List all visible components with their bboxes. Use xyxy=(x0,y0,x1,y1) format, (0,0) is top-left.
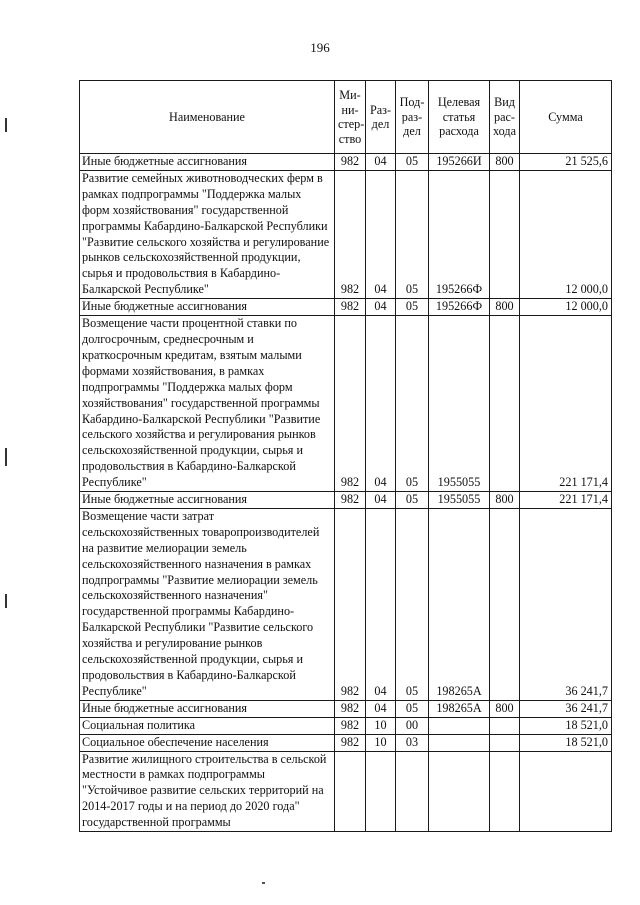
left-margin-mark xyxy=(5,448,7,466)
cell-name: Иные бюджетные ассигнования xyxy=(80,154,335,171)
cell-subsection: 03 xyxy=(396,734,429,751)
cell-section: 10 xyxy=(366,717,396,734)
cell-target-article: 195266И xyxy=(429,154,490,171)
cell-target-article: 1955055 xyxy=(429,316,490,492)
table-row xyxy=(80,717,612,734)
header-subsection: Под- раз- дел xyxy=(396,81,429,154)
table-row xyxy=(80,492,612,509)
cell-name: Развитие семейных животноводческих ферм в рамках подпрограммы "Поддержка малых форм хозяйствования" государственной программы Кабардино-Балкарской Республики "Развитие сельского хозяйства и регулирование рынков сельскохозяйственной продукции, сырья и продовольствия в Кабардино-Балкарской Республике" xyxy=(80,170,335,298)
cell-sum: 36 241,7 xyxy=(520,508,612,700)
cell-sum: 36 241,7 xyxy=(520,700,612,717)
table-row xyxy=(80,508,612,700)
cell-subsection: 05 xyxy=(396,316,429,492)
cell-name: Возмещение части затрат сельскохозяйственных товаропроизводителей на развитие мелиорации земель сельскохозяйственного назначения в рамках подпрограммы "Развитие мелиорации земель сельскохозяйственного назначения" государственной программы Кабардино-Балкарской Республики "Развитие сельского хозяйства и регулирование рынков сельскохозяйственной продукции, сырья и продовольствия в Кабардино-Балкарской Республике" xyxy=(80,508,335,700)
cell-name: Возмещение части процентной ставки по долгосрочным, среднесрочным и краткосрочным кредитам, взятым малыми формами хозяйствования, в рамках подпрограммы "Поддержка малых форм хозяйствования" государственной программы Кабардино-Балкарской Республики "Развитие сельского хозяйства и регулирования рынков сельскохозяйственной продукции, сырья и продовольствия в Кабардино-Балкарской Республике" xyxy=(80,316,335,492)
table-row xyxy=(80,170,612,298)
header-ministry: Ми- ни- стер- ство xyxy=(335,81,366,154)
table-body xyxy=(80,154,612,832)
cell-target-article: 195266Ф xyxy=(429,170,490,298)
header-section: Раз- дел xyxy=(366,81,396,154)
cell-expense-kind: 800 xyxy=(490,700,520,717)
cell-section: 04 xyxy=(366,700,396,717)
cell-subsection: 05 xyxy=(396,170,429,298)
cell-ministry: 982 xyxy=(335,717,366,734)
table-row xyxy=(80,154,612,171)
table-row xyxy=(80,751,612,832)
header-target-article: Целевая статья расхода xyxy=(429,81,490,154)
cell-target-article xyxy=(429,717,490,734)
table-row xyxy=(80,700,612,717)
cell-expense-kind xyxy=(490,508,520,700)
cell-ministry: 982 xyxy=(335,299,366,316)
page-number: 196 xyxy=(310,40,330,55)
cell-sum: 21 525,6 xyxy=(520,154,612,171)
cell-expense-kind: 800 xyxy=(490,154,520,171)
cell-sum: 221 171,4 xyxy=(520,492,612,509)
cell-subsection: 05 xyxy=(396,299,429,316)
cell-ministry: 982 xyxy=(335,508,366,700)
cell-name: Развитие жилищного строительства в сельской местности в рамках подпрограммы "Устойчивое развитие сельских территорий на 2014-2017 годы и на период до 2020 года" государственной программы xyxy=(80,751,335,832)
cell-name: Иные бюджетные ассигнования xyxy=(80,299,335,316)
cell-ministry: 982 xyxy=(335,170,366,298)
cell-subsection: 05 xyxy=(396,492,429,509)
header-name: Наименование xyxy=(80,81,335,154)
cell-section: 10 xyxy=(366,734,396,751)
table-row xyxy=(80,299,612,316)
cell-name: Социальная политика xyxy=(80,717,335,734)
cell-target-article: 198265А xyxy=(429,700,490,717)
cell-ministry: 982 xyxy=(335,492,366,509)
cell-ministry: 982 xyxy=(335,700,366,717)
cell-subsection: 00 xyxy=(396,717,429,734)
cell-target-article xyxy=(429,734,490,751)
cell-section xyxy=(366,751,396,832)
table-row xyxy=(80,734,612,751)
cell-expense-kind: 800 xyxy=(490,492,520,509)
cell-target-article: 1955055 xyxy=(429,492,490,509)
cell-section: 04 xyxy=(366,154,396,171)
table-row xyxy=(80,316,612,492)
cell-ministry: 982 xyxy=(335,154,366,171)
cell-ministry xyxy=(335,751,366,832)
cell-subsection xyxy=(396,751,429,832)
cell-sum: 18 521,0 xyxy=(520,717,612,734)
cell-subsection: 05 xyxy=(396,508,429,700)
cell-sum: 221 171,4 xyxy=(520,316,612,492)
cell-section: 04 xyxy=(366,170,396,298)
cell-sum xyxy=(520,751,612,832)
cell-sum: 18 521,0 xyxy=(520,734,612,751)
cell-expense-kind xyxy=(490,170,520,298)
budget-table-container xyxy=(79,80,611,832)
header-sum: Сумма xyxy=(520,81,612,154)
cell-section: 04 xyxy=(366,299,396,316)
left-margin-mark xyxy=(5,118,7,132)
cell-subsection: 05 xyxy=(396,700,429,717)
cell-section: 04 xyxy=(366,492,396,509)
scan-speck xyxy=(262,882,265,884)
table-header-row xyxy=(80,81,612,154)
left-margin-mark xyxy=(5,594,7,608)
cell-name: Иные бюджетные ассигнования xyxy=(80,700,335,717)
budget-table xyxy=(79,80,612,832)
cell-target-article: 198265А xyxy=(429,508,490,700)
cell-ministry: 982 xyxy=(335,734,366,751)
cell-expense-kind xyxy=(490,751,520,832)
cell-expense-kind xyxy=(490,717,520,734)
cell-expense-kind xyxy=(490,316,520,492)
cell-section: 04 xyxy=(366,508,396,700)
cell-ministry: 982 xyxy=(335,316,366,492)
cell-name: Иные бюджетные ассигнования xyxy=(80,492,335,509)
cell-expense-kind xyxy=(490,734,520,751)
cell-sum: 12 000,0 xyxy=(520,299,612,316)
cell-subsection: 05 xyxy=(396,154,429,171)
cell-target-article: 195266Ф xyxy=(429,299,490,316)
cell-expense-kind: 800 xyxy=(490,299,520,316)
cell-section: 04 xyxy=(366,316,396,492)
cell-name: Социальное обеспечение населения xyxy=(80,734,335,751)
cell-target-article xyxy=(429,751,490,832)
cell-sum: 12 000,0 xyxy=(520,170,612,298)
header-expense-kind: Вид рас- хода xyxy=(490,81,520,154)
